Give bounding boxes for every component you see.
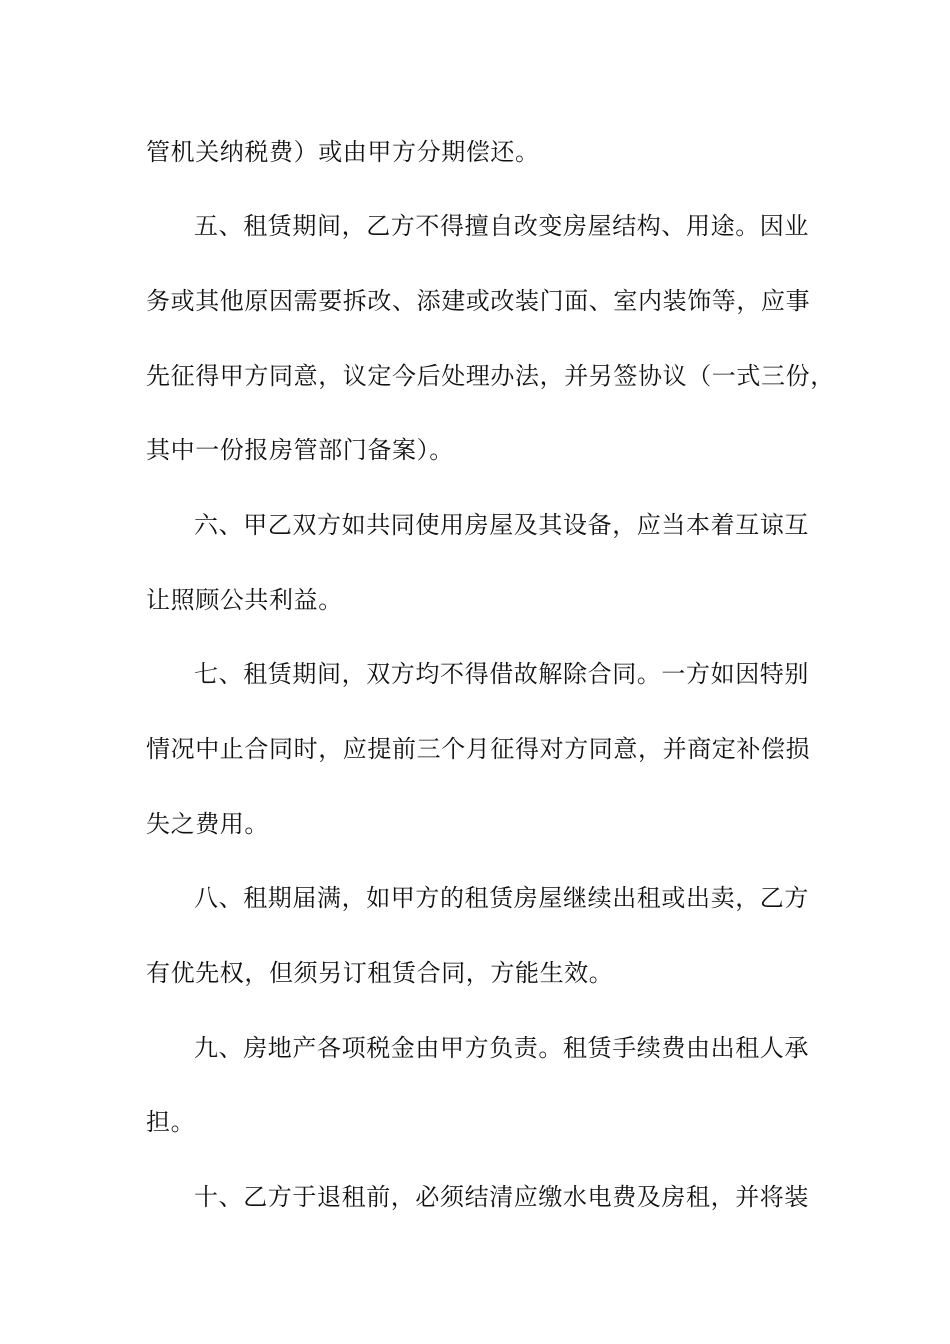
paragraph-line: 让照顾公共利益。 (146, 586, 343, 614)
paragraph-line: 十、乙方于退租前，必须结清应缴水电费及房租，并将装 (194, 1183, 809, 1211)
paragraph-line: 管机关纳税费）或由甲方分期偿还。 (146, 138, 540, 166)
paragraph-line: 务或其他原因需要拆改、添建或改装门面、室内装饰等，应事 (146, 287, 811, 315)
paragraph-line: 有优先权，但须另订租赁合同，方能生效。 (146, 959, 614, 987)
paragraph-line: 九、房地产各项税金由甲方负责。租赁手续费由出租人承 (194, 1034, 809, 1062)
paragraph-line: 先征得甲方同意，议定今后处理办法，并另签协议（一式三份， (146, 362, 835, 390)
paragraph-line: 情况中止合同时，应提前三个月征得对方同意，并商定补偿损 (146, 735, 811, 763)
paragraph-line: 六、甲乙双方如共同使用房屋及其设备，应当本着互谅互 (194, 511, 809, 539)
paragraph-line: 担。 (146, 1108, 196, 1136)
paragraph-line: 八、租期届满，如甲方的租赁房屋继续出租或出卖，乙方 (194, 884, 809, 912)
paragraph-line: 七、租赁期间，双方均不得借故解除合同。一方如因特别 (194, 660, 809, 688)
paragraph-line: 五、租赁期间，乙方不得擅自改变房屋结构、用途。因业 (194, 212, 809, 240)
paragraph-line: 其中一份报房管部门备案）。 (146, 436, 454, 464)
paragraph-line: 失之费用。 (146, 810, 269, 838)
